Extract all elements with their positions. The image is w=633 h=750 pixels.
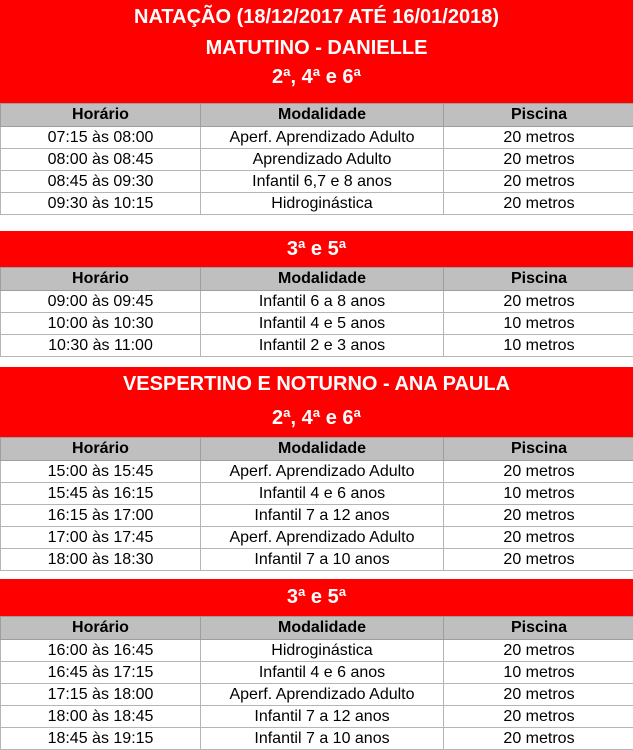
column-header: Modalidade [201,617,444,640]
modality-cell: Infantil 6,7 e 8 anos [201,171,444,193]
modality-cell: Infantil 7 a 12 anos [201,505,444,527]
pool-cell: 10 metros [444,313,633,335]
table-row [1,483,633,505]
modality-cell: Aperf. Aprendizado Adulto [201,461,444,483]
modality-cell: Hidroginástica [201,193,444,215]
pool-cell: 10 metros [444,662,633,684]
pool-cell: 20 metros [444,640,633,662]
spacer [0,219,633,231]
modality-cell: Infantil 7 a 12 anos [201,706,444,728]
time-cell: 15:00 às 15:45 [1,461,201,483]
modality-cell: Infantil 7 a 10 anos [201,728,444,750]
modality-cell: Aperf. Aprendizado Adulto [201,684,444,706]
pool-cell: 20 metros [444,193,633,215]
time-cell: 10:30 às 11:00 [1,335,201,357]
period-heading-afternoon: VESPERTINO E NOTURNO - ANA PAULA [122,373,511,395]
modality-cell: Aprendizado Adulto [201,149,444,171]
modality-cell: Aperf. Aprendizado Adulto [201,127,444,149]
table-row [1,193,633,215]
pool-cell: 20 metros [444,171,633,193]
column-header: Horário [1,104,201,127]
column-header: Modalidade [201,104,444,127]
modality-cell: Aperf. Aprendizado Adulto [201,527,444,549]
header-row [1,268,633,291]
time-cell: 08:45 às 09:30 [1,171,201,193]
modality-cell: Infantil 7 a 10 anos [201,549,444,571]
time-cell: 16:45 às 17:15 [1,662,201,684]
column-header: Modalidade [201,438,444,461]
page-title: NATAÇÃO (18/12/2017 ATÉ 16/01/2018) [134,6,499,28]
table-row [1,662,633,684]
modality-cell: Infantil 2 e 3 anos [201,335,444,357]
days-band [0,231,633,267]
days-heading: 3ª e 5ª [286,586,347,608]
table-row [1,527,633,549]
time-cell: 09:30 às 10:15 [1,193,201,215]
time-cell: 17:15 às 18:00 [1,684,201,706]
pool-cell: 20 metros [444,527,633,549]
time-cell: 17:00 às 17:45 [1,527,201,549]
table-row [1,640,633,662]
pool-cell: 20 metros [444,127,633,149]
pool-cell: 20 metros [444,149,633,171]
column-header: Horário [1,268,201,291]
spacer [0,359,633,367]
column-header: Piscina [444,617,633,640]
time-cell: 18:00 às 18:45 [1,706,201,728]
table-row [1,461,633,483]
time-cell: 10:00 às 10:30 [1,313,201,335]
table-row [1,684,633,706]
modality-cell: Infantil 4 e 6 anos [201,483,444,505]
days-band [0,579,633,616]
column-header: Horário [1,617,201,640]
column-header: Piscina [444,268,633,291]
time-cell: 16:15 às 17:00 [1,505,201,527]
period-band [0,367,633,437]
table-row [1,313,633,335]
time-cell: 16:00 às 16:45 [1,640,201,662]
column-header: Horário [1,438,201,461]
table-row [1,549,633,571]
table-row [1,291,633,313]
column-header: Piscina [444,438,633,461]
schedule-table [0,437,633,571]
table-row [1,335,633,357]
table-row [1,505,633,527]
time-cell: 07:15 às 08:00 [1,127,201,149]
pool-cell: 20 metros [444,461,633,483]
table-row [1,127,633,149]
column-header: Piscina [444,104,633,127]
pool-cell: 20 metros [444,549,633,571]
table-row [1,149,633,171]
table-row [1,706,633,728]
title-band [0,0,633,103]
modality-cell: Hidroginástica [201,640,444,662]
time-cell: 08:00 às 08:45 [1,149,201,171]
pool-cell: 20 metros [444,291,633,313]
modality-cell: Infantil 6 a 8 anos [201,291,444,313]
days-heading: 3ª e 5ª [286,238,347,260]
pool-cell: 20 metros [444,728,633,750]
modality-cell: Infantil 4 e 6 anos [201,662,444,684]
days-heading: 2ª, 4ª e 6ª [272,66,361,88]
schedule-table [0,103,633,215]
time-cell: 15:45 às 16:15 [1,483,201,505]
table-row [1,171,633,193]
header-row [1,438,633,461]
pool-cell: 10 metros [444,483,633,505]
time-cell: 09:00 às 09:45 [1,291,201,313]
days-heading: 2ª, 4ª e 6ª [272,407,361,429]
column-header: Modalidade [201,268,444,291]
header-row [1,104,633,127]
time-cell: 18:45 às 19:15 [1,728,201,750]
pool-cell: 20 metros [444,684,633,706]
pool-cell: 20 metros [444,505,633,527]
pool-cell: 10 metros [444,335,633,357]
table-row [1,728,633,750]
pool-cell: 20 metros [444,706,633,728]
modality-cell: Infantil 4 e 5 anos [201,313,444,335]
period-heading-morning: MATUTINO - DANIELLE [205,37,428,59]
schedule-table [0,616,633,750]
schedule-table [0,267,633,357]
time-cell: 18:00 às 18:30 [1,549,201,571]
header-row [1,617,633,640]
